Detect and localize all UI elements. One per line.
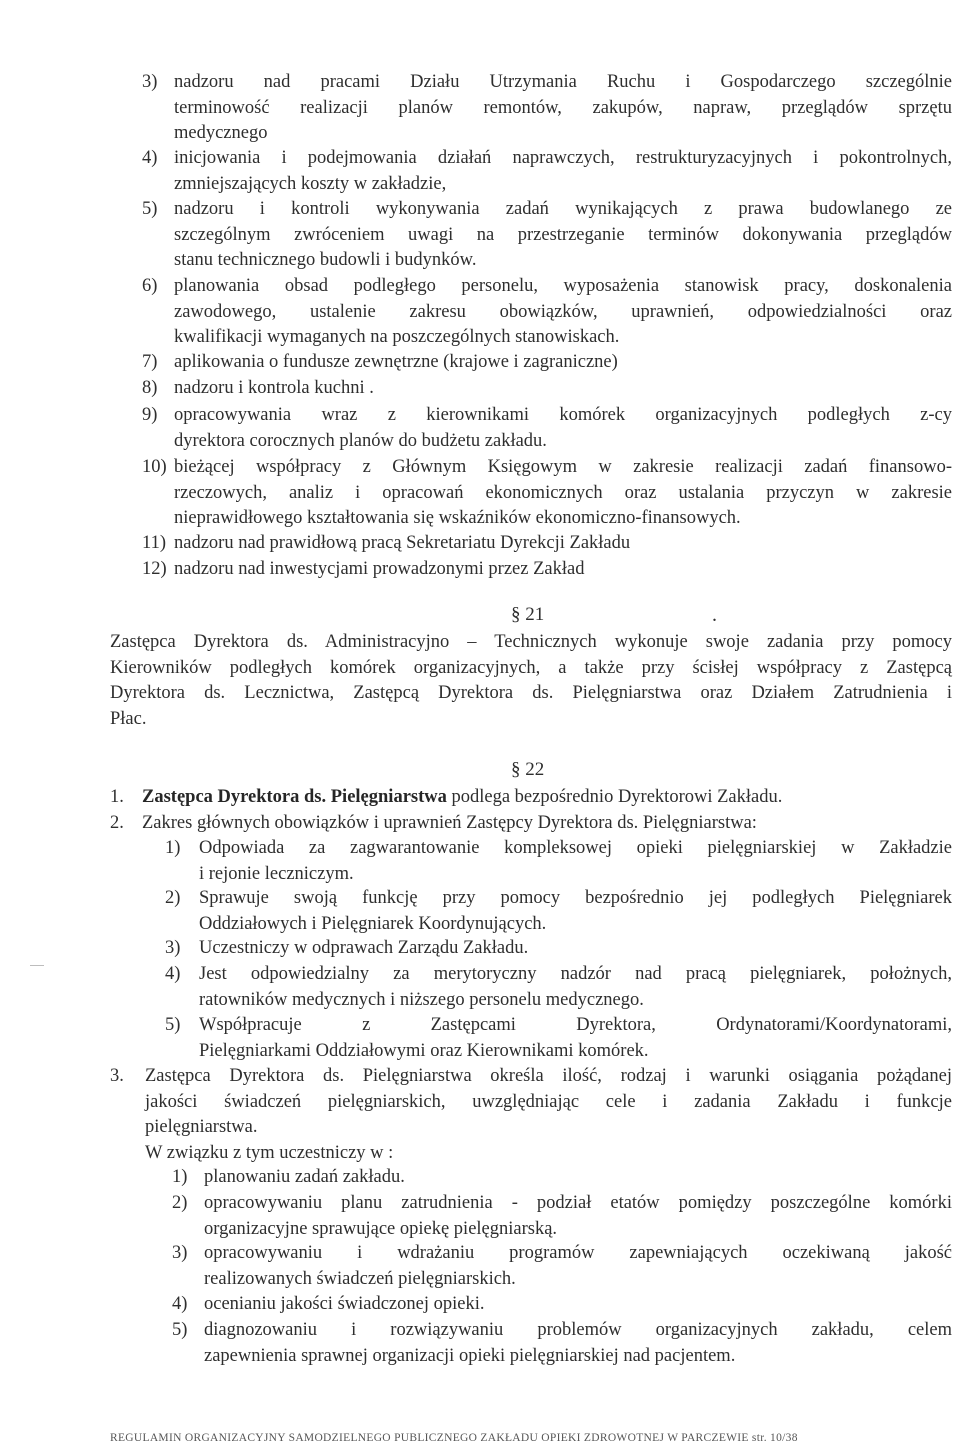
item-line: diagnozowaniu i rozwiązywaniu problemów organizacyjnych zakładu, celem (204, 1320, 952, 1340)
item-number: 5) (142, 199, 158, 219)
item-number: 12) (142, 559, 167, 579)
item-number: 5) (165, 1015, 181, 1035)
list-item (142, 455, 952, 532)
item-line: Oddziałowych i Pielęgniarek Koordynujących. (199, 913, 547, 934)
paragraph-line: Płac. (110, 708, 147, 729)
item-line: opracowywaniu planu zatrudnienia - podział etatów pomiędzy poszczególne komórki (204, 1193, 952, 1213)
item-line: Pielęgniarkami Oddziałowymi oraz Kierownikami komórek. (199, 1040, 649, 1061)
item-line: ratowników medycznych i niższego personelu medycznego. (199, 989, 644, 1010)
item-number: 4) (172, 1294, 188, 1314)
list-item (142, 197, 952, 274)
section-21-heading: § 21 (511, 604, 545, 625)
point-line: pielęgniarstwa. (145, 1117, 258, 1138)
section-21-paragraph (110, 630, 952, 732)
item-number: 6) (142, 276, 158, 296)
list-item (142, 350, 952, 376)
paragraph-line: Dyrektora ds. Lecznictwa, Zastępcą Dyrektora ds. Pielęgniarstwa oraz Działem Zatrudnienia i (110, 683, 952, 704)
item-number: 1) (172, 1167, 188, 1187)
item-number: 8) (142, 378, 158, 398)
item-line: aplikowania o fundusze zewnętrzne (krajowe i zagraniczne) (174, 352, 618, 372)
item-line: inicjowania i podejmowania działań naprawczych, restrukturyzacyjnych i pokontrolnych, (174, 148, 952, 168)
item-number: 10) (142, 457, 167, 477)
item-line: Odpowiada za zagwarantowanie kompleksowej opieki pielęgniarskiej w Zakładzie (199, 838, 952, 858)
point-text: Zakres głównych obowiązków i uprawnień Zastępcy Dyrektora ds. Pielęgniarstwa: (142, 813, 757, 833)
point-3 (110, 1064, 952, 1166)
list-item (172, 1318, 952, 1369)
item-line: realizowanych świadczeń pielęgniarskich. (204, 1268, 516, 1289)
item-line: planowaniu zadań zakładu. (204, 1167, 405, 1187)
list-item (165, 962, 952, 1013)
list-item (165, 936, 952, 962)
item-line: nadzoru nad pracami Działu Utrzymania Ruchu i Gospodarczego szczególnie (174, 72, 952, 92)
paragraph-line: Zastępca Dyrektora ds. Administracyjno – Technicznych wykonuje swoje zadania przy pomocy (110, 632, 952, 652)
item-line: opracowywania wraz z kierownikami komórek organizacyjnych podległych z-cy (174, 405, 952, 425)
point-number: 1. (110, 787, 124, 807)
list-item (172, 1165, 952, 1191)
list-item (172, 1241, 952, 1292)
item-line: kwalifikacji wymaganych na poszczególnych stanowiskach. (174, 327, 620, 348)
list-item (142, 70, 952, 147)
list-item (142, 376, 952, 402)
item-number: 1) (165, 838, 181, 858)
item-number: 11) (142, 533, 166, 553)
item-line: i rejonie leczniczym. (199, 863, 354, 884)
item-line: Sprawuje swoją funkcję przy pomocy bezpośrednio jej podległych Pielęgniarek (199, 888, 952, 908)
list-item (142, 557, 952, 583)
item-line: Jest odpowiedzialny za merytoryczny nadzór nad pracą pielęgniarek, położnych, (199, 964, 952, 984)
item-number: 7) (142, 352, 158, 372)
list-item (172, 1191, 952, 1242)
point-line: jakości świadczeń pielęgniarskich, uwzględniając cele i zadania Zakładu i funkcje (145, 1091, 952, 1112)
scan-mark (30, 965, 44, 966)
item-line: zapewnienia sprawnej organizacji opieki pielęgniarskiej nad pacjentem. (204, 1345, 736, 1366)
item-line: medycznego (174, 123, 268, 144)
point-number: 3. (110, 1066, 124, 1086)
item-number: 4) (165, 964, 181, 984)
page-footer: REGULAMIN ORGANIZACYJNY SAMODZIELNEGO PUBLICZNEGO ZAKŁADU OPIEKI ZDROWOTNEJ W PARCZEWIE str. 10/38 (110, 1432, 798, 1444)
item-number: 2) (165, 888, 181, 908)
item-line: Uczestniczy w odprawach Zarządu Zakładu. (199, 938, 529, 958)
item-line: nadzoru nad inwestycjami prowadzonymi przez Zakład (174, 559, 585, 579)
section-22-heading: § 22 (511, 759, 545, 780)
point-line: Zastępca Dyrektora ds. Pielęgniarstwa określa ilość, rodzaj i warunki osiągania pożądanej (145, 1066, 952, 1086)
item-line: nadzoru nad prawidłową pracą Sekretariatu Dyrekcji Zakładu (174, 533, 631, 553)
list-item (142, 274, 952, 351)
item-line: ocenianiu jakości świadczonej opieki. (204, 1294, 485, 1314)
item-line: opracowywaniu i wdrażaniu programów zapewniających oczekiwaną jakość (204, 1243, 952, 1263)
item-number: 3) (172, 1243, 188, 1263)
item-number: 4) (142, 148, 158, 168)
item-number: 5) (172, 1320, 188, 1340)
item-line: planowania obsad podległego personelu, wyposażenia stanowisk pracy, doskonalenia (174, 276, 952, 296)
item-line: Współpracuje z Zastępcami Dyrektora, Ordynatorami/Koordynatorami, (199, 1015, 952, 1035)
list-item (142, 403, 952, 454)
item-line: organizacyjne sprawujące opiekę pielęgniarską. (204, 1218, 558, 1239)
point-intro: W związku z tym uczestniczy w : (145, 1142, 394, 1163)
list-item (172, 1292, 952, 1318)
item-number: 3) (142, 72, 158, 92)
item-number: 9) (142, 405, 158, 425)
item-line: nieprawidłowego kształtowania się wskaźników ekonomiczno-finansowych. (174, 508, 741, 529)
list-item (142, 531, 952, 557)
item-line: nadzoru i kontrola kuchni . (174, 378, 374, 398)
item-line: zmniejszających koszty w zakładzie, (174, 173, 447, 194)
point-number: 2. (110, 813, 124, 833)
point-text: podlega bezpośrednio Dyrektorowi Zakładu. (446, 787, 783, 807)
item-line: nadzoru i kontroli wykonywania zadań wynikających z prawa budowlanego ze (174, 199, 952, 219)
stray-dot: . (712, 604, 717, 626)
item-number: 3) (165, 938, 181, 958)
list-item (165, 836, 952, 887)
list-item (165, 1013, 952, 1064)
role-title: Zastępca Dyrektora ds. Pielęgniarstwa (142, 787, 447, 807)
point-1 (110, 785, 952, 811)
item-number: 2) (172, 1193, 188, 1213)
point-2 (110, 811, 952, 837)
item-line: zawodowego, ustalenie zakresu obowiązków, uprawnień, odpowiedzialności oraz (174, 301, 952, 322)
list-item (165, 886, 952, 937)
item-line: terminowość realizacji planów remontów, zakupów, napraw, przeglądów sprzętu (174, 97, 952, 118)
list-item (142, 146, 952, 197)
item-line: bieżącej współpracy z Głównym Księgowym w zakresie realizacji zadań finansowo- (174, 457, 952, 477)
item-line: szczególnym zwróceniem uwagi na przestrzeganie terminów dokonywania przeglądów (174, 224, 952, 245)
paragraph-line: Kierowników podległych komórek organizacyjnych, a także przy ścisłej współpracy z Zastępcą (110, 657, 952, 678)
item-line: stanu technicznego budowli i budynków. (174, 250, 477, 271)
item-line: rzeczowych, analiz i opracowań ekonomicznych oraz ustalania przyczyn w zakresie (174, 482, 952, 503)
item-line: dyrektora corocznych planów do budżetu zakładu. (174, 430, 547, 451)
